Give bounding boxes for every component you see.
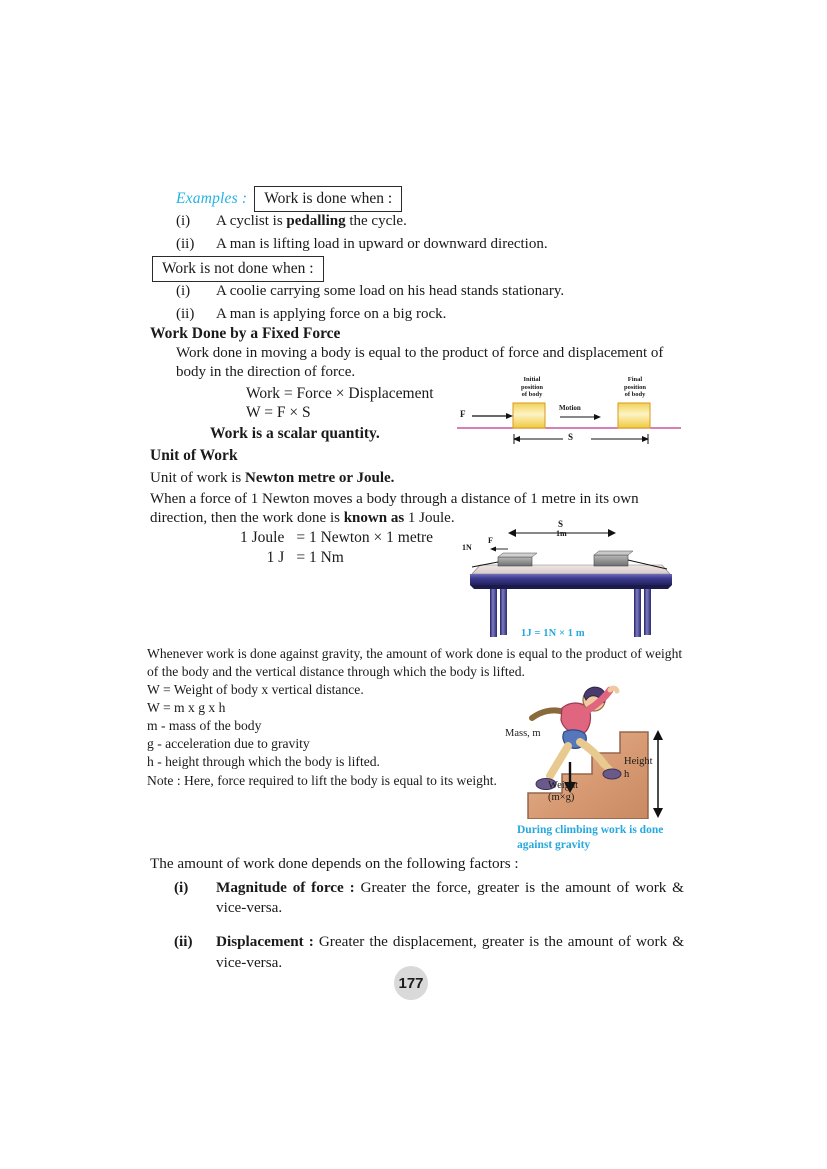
equation-w-f-s: W = F × S [246, 404, 311, 421]
gravity-note: Note : Here, force required to lift the body is equal to its weight. [147, 772, 497, 788]
heading-work-done-fixed-force: Work Done by a Fixed Force [150, 325, 341, 342]
label-1-newton: 1N [462, 543, 472, 552]
gravity-line: W = Weight of body x vertical distance. [147, 682, 364, 698]
table-row [240, 548, 433, 568]
factor-text: Greater the displacement, greater is the amount of work & vice-versa. [216, 933, 685, 971]
joule-equation-table [240, 528, 433, 568]
factor-number: (ii) [174, 933, 193, 951]
factors-list [174, 878, 684, 987]
gravity-line: g - acceleration due to gravity [147, 736, 310, 752]
equation-work-force-displacement: Work = Force × Displacement [246, 385, 434, 402]
label-mass-m: Mass, m [505, 728, 541, 739]
figure-table-joule [462, 519, 680, 641]
list-item [176, 236, 548, 253]
label-displacement-s: S [568, 432, 574, 442]
list-item-text-post: the cycle. [349, 213, 407, 229]
paragraph-fixed-force: Work done in moving a body is equal to the product of force and displacement of body in the direction of force. [176, 345, 664, 381]
list-item-text-pre: A cyclist is [216, 213, 283, 229]
figure-force-displacement [455, 376, 683, 448]
table-joule-svg [462, 519, 680, 641]
list-item [176, 306, 564, 323]
list-item-number: (i) [176, 283, 191, 299]
caption-line-1: During climbing work is done [517, 824, 664, 836]
gravity-line: h - height through which the body is lifted. [147, 754, 380, 770]
label-force-f: F [460, 409, 466, 419]
unit-is-bold: Newton metre or Joule. [245, 470, 395, 486]
list-item [174, 932, 684, 972]
list-item-text-bold: pedalling [286, 213, 346, 229]
work-is-done-box: Work is done when : [254, 186, 402, 212]
list-item [174, 878, 684, 918]
heading-unit-of-work: Unit of Work [150, 447, 238, 464]
factor-title: Displacement : [216, 933, 314, 951]
work-is-not-done-box: Work is not done when : [152, 256, 324, 282]
factor-text: Greater the force, greater is the amount of work & vice-versa. [216, 879, 684, 917]
label-initial-position: Initial position of body [520, 376, 544, 399]
examples-label: Examples : [176, 190, 248, 208]
list-item [176, 283, 564, 300]
page-number: 177 [394, 966, 428, 1000]
caption-joule-equation: 1J = 1N × 1 m [521, 628, 585, 639]
table-row [240, 528, 433, 548]
factor-body [216, 932, 684, 972]
work-not-done-examples-list [176, 283, 564, 329]
joule-eq-rhs: = 1 Nm [296, 549, 344, 566]
paragraph-unit-is [150, 469, 394, 488]
label-one-metre: 1m [556, 529, 567, 538]
label-force-f: F [488, 536, 493, 545]
list-item-text: A man is lifting load in upward or downward direction. [216, 236, 548, 252]
when-force-pre: When a force of 1 Newton moves a body through a distance of 1 metre in its own direction, then the work done is [150, 491, 639, 527]
joule-eq-lhs: 1 J [266, 549, 285, 566]
list-item-number: (ii) [176, 306, 195, 322]
list-item-text: A coolie carrying some load on his head stands stationary. [216, 283, 565, 299]
climbing-stairs-svg [506, 676, 678, 819]
unit-is-pre: Unit of work is [150, 470, 242, 486]
label-motion: Motion [559, 404, 581, 412]
list-item-number: (i) [176, 213, 191, 229]
list-item [176, 213, 548, 230]
list-item-text [216, 213, 407, 230]
when-force-bold: known as [343, 510, 405, 527]
work-done-examples-list [176, 213, 548, 259]
figure-climbing-stairs [506, 676, 678, 819]
when-force-post: 1 Joule. [407, 510, 455, 527]
gravity-line: m - mass of the body [147, 718, 262, 734]
label-final-position: Final position of body [623, 376, 647, 399]
label-weight: Weight (m×g) [548, 780, 579, 803]
factor-number: (i) [174, 879, 189, 896]
gravity-lead: Whenever work is done against gravity, the amount of work done is equal to the product of weight of the body and the vertical distance through which the body is lifted. [147, 646, 683, 680]
list-item-text: A man is applying force on a big rock. [216, 306, 447, 322]
caption-line-2: against gravity [517, 838, 591, 851]
factor-body [216, 878, 684, 918]
paragraph-factors-intro: The amount of work done depends on the following factors : [150, 855, 519, 872]
label-displacement-s: S [558, 519, 564, 529]
factor-title: Magnitude of force : [216, 879, 355, 896]
examples-header [176, 186, 402, 212]
label-height: Height h [624, 756, 653, 780]
joule-eq-lhs: 1 Joule [240, 529, 285, 546]
list-item-number: (ii) [176, 236, 195, 252]
gravity-line: W = m x g x h [147, 700, 226, 716]
note-work-scalar-quantity: Work is a scalar quantity. [210, 425, 380, 442]
joule-eq-rhs: = 1 Newton × 1 metre [296, 529, 434, 546]
caption-climbing-gravity [517, 823, 697, 852]
